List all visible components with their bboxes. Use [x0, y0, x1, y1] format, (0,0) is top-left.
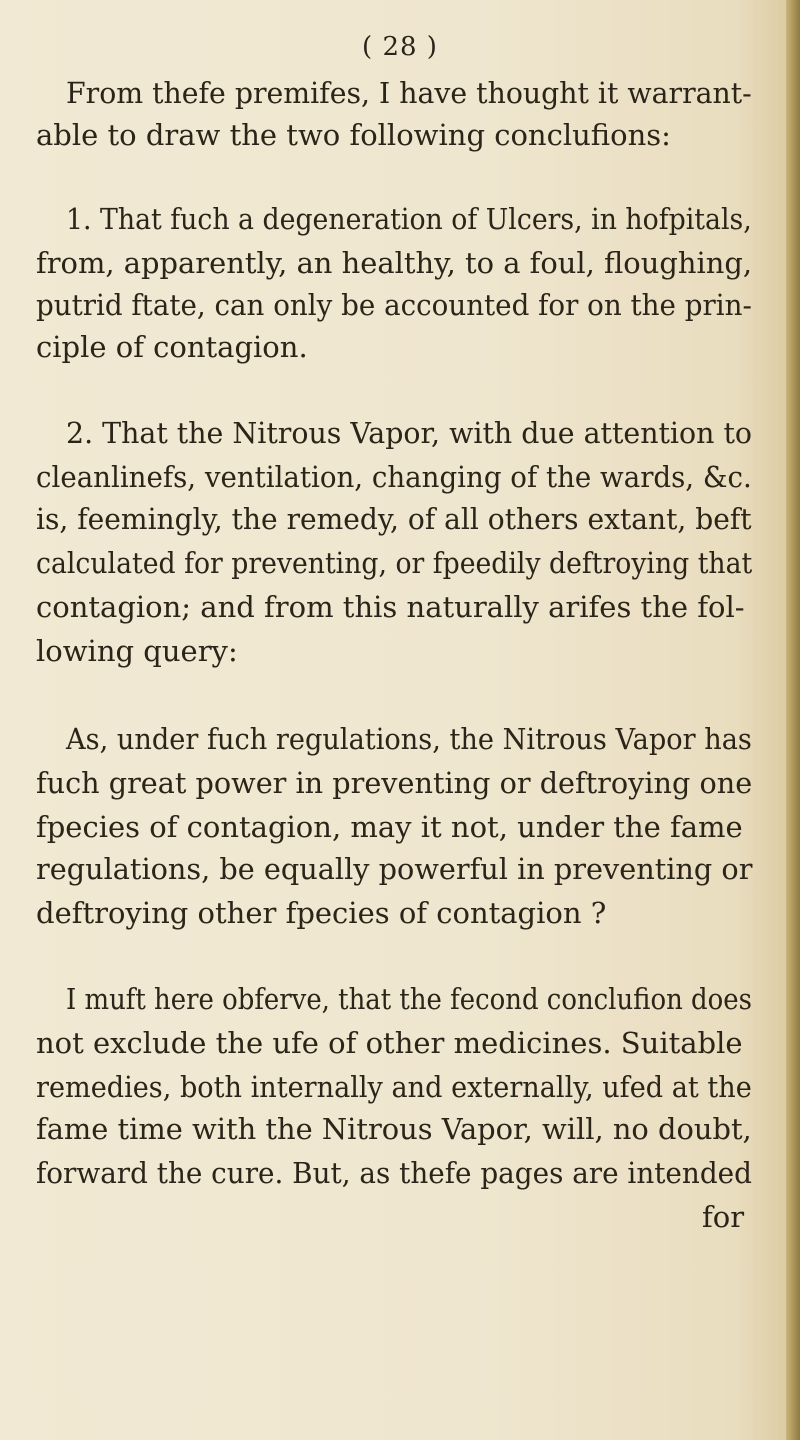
text-line: contagion; and from this naturally arifes the fol-: [36, 590, 745, 624]
text-line: lowing query:: [36, 634, 238, 668]
text-line: 2. That the Nitrous Vapor, with due attention to: [66, 416, 752, 450]
text-line: From thefe premifes, I have thought it warrant-: [66, 76, 752, 110]
text-line: 1. That fuch a degeneration of Ulcers, in hofpitals,: [66, 202, 752, 236]
text-line: I muft here obferve, that the fecond conclufion does: [66, 982, 752, 1016]
text-line: putrid ftate, can only be accounted for on the prin-: [36, 288, 752, 322]
text-line: forward the cure. But, as thefe pages are intended: [36, 1156, 752, 1190]
text-line: fpecies of contagion, may it not, under the fame: [36, 810, 743, 844]
text-line: ciple of contagion.: [36, 330, 308, 364]
text-line: able to draw the two following conclufions:: [36, 118, 671, 152]
text-line: deftroying other fpecies of contagion ?: [36, 896, 607, 930]
text-line: calculated for preventing, or fpeedily deftroying that: [36, 546, 753, 580]
text-line: is, feemingly, the remedy, of all others extant, beft: [36, 502, 752, 536]
page-edge: [786, 0, 800, 1440]
text-line: cleanlinefs, ventilation, changing of the wards, &c.: [36, 460, 752, 494]
text-line: from, apparently, an healthy, to a foul, floughing,: [36, 246, 753, 280]
text-line: fuch great power in preventing or deftroying one: [36, 766, 753, 800]
text-line: remedies, both internally and externally, ufed at the: [36, 1070, 752, 1104]
text-line: regulations, be equally powerful in preventing or: [36, 852, 753, 886]
catchword: for: [702, 1200, 745, 1234]
text-line: fame time with the Nitrous Vapor, will, no doubt,: [36, 1112, 752, 1146]
text-line: not exclude the ufe of other medicines. Suitable: [36, 1026, 743, 1060]
text-line: As, under fuch regulations, the Nitrous Vapor has: [66, 722, 752, 756]
page-number: ( 28 ): [362, 32, 438, 62]
